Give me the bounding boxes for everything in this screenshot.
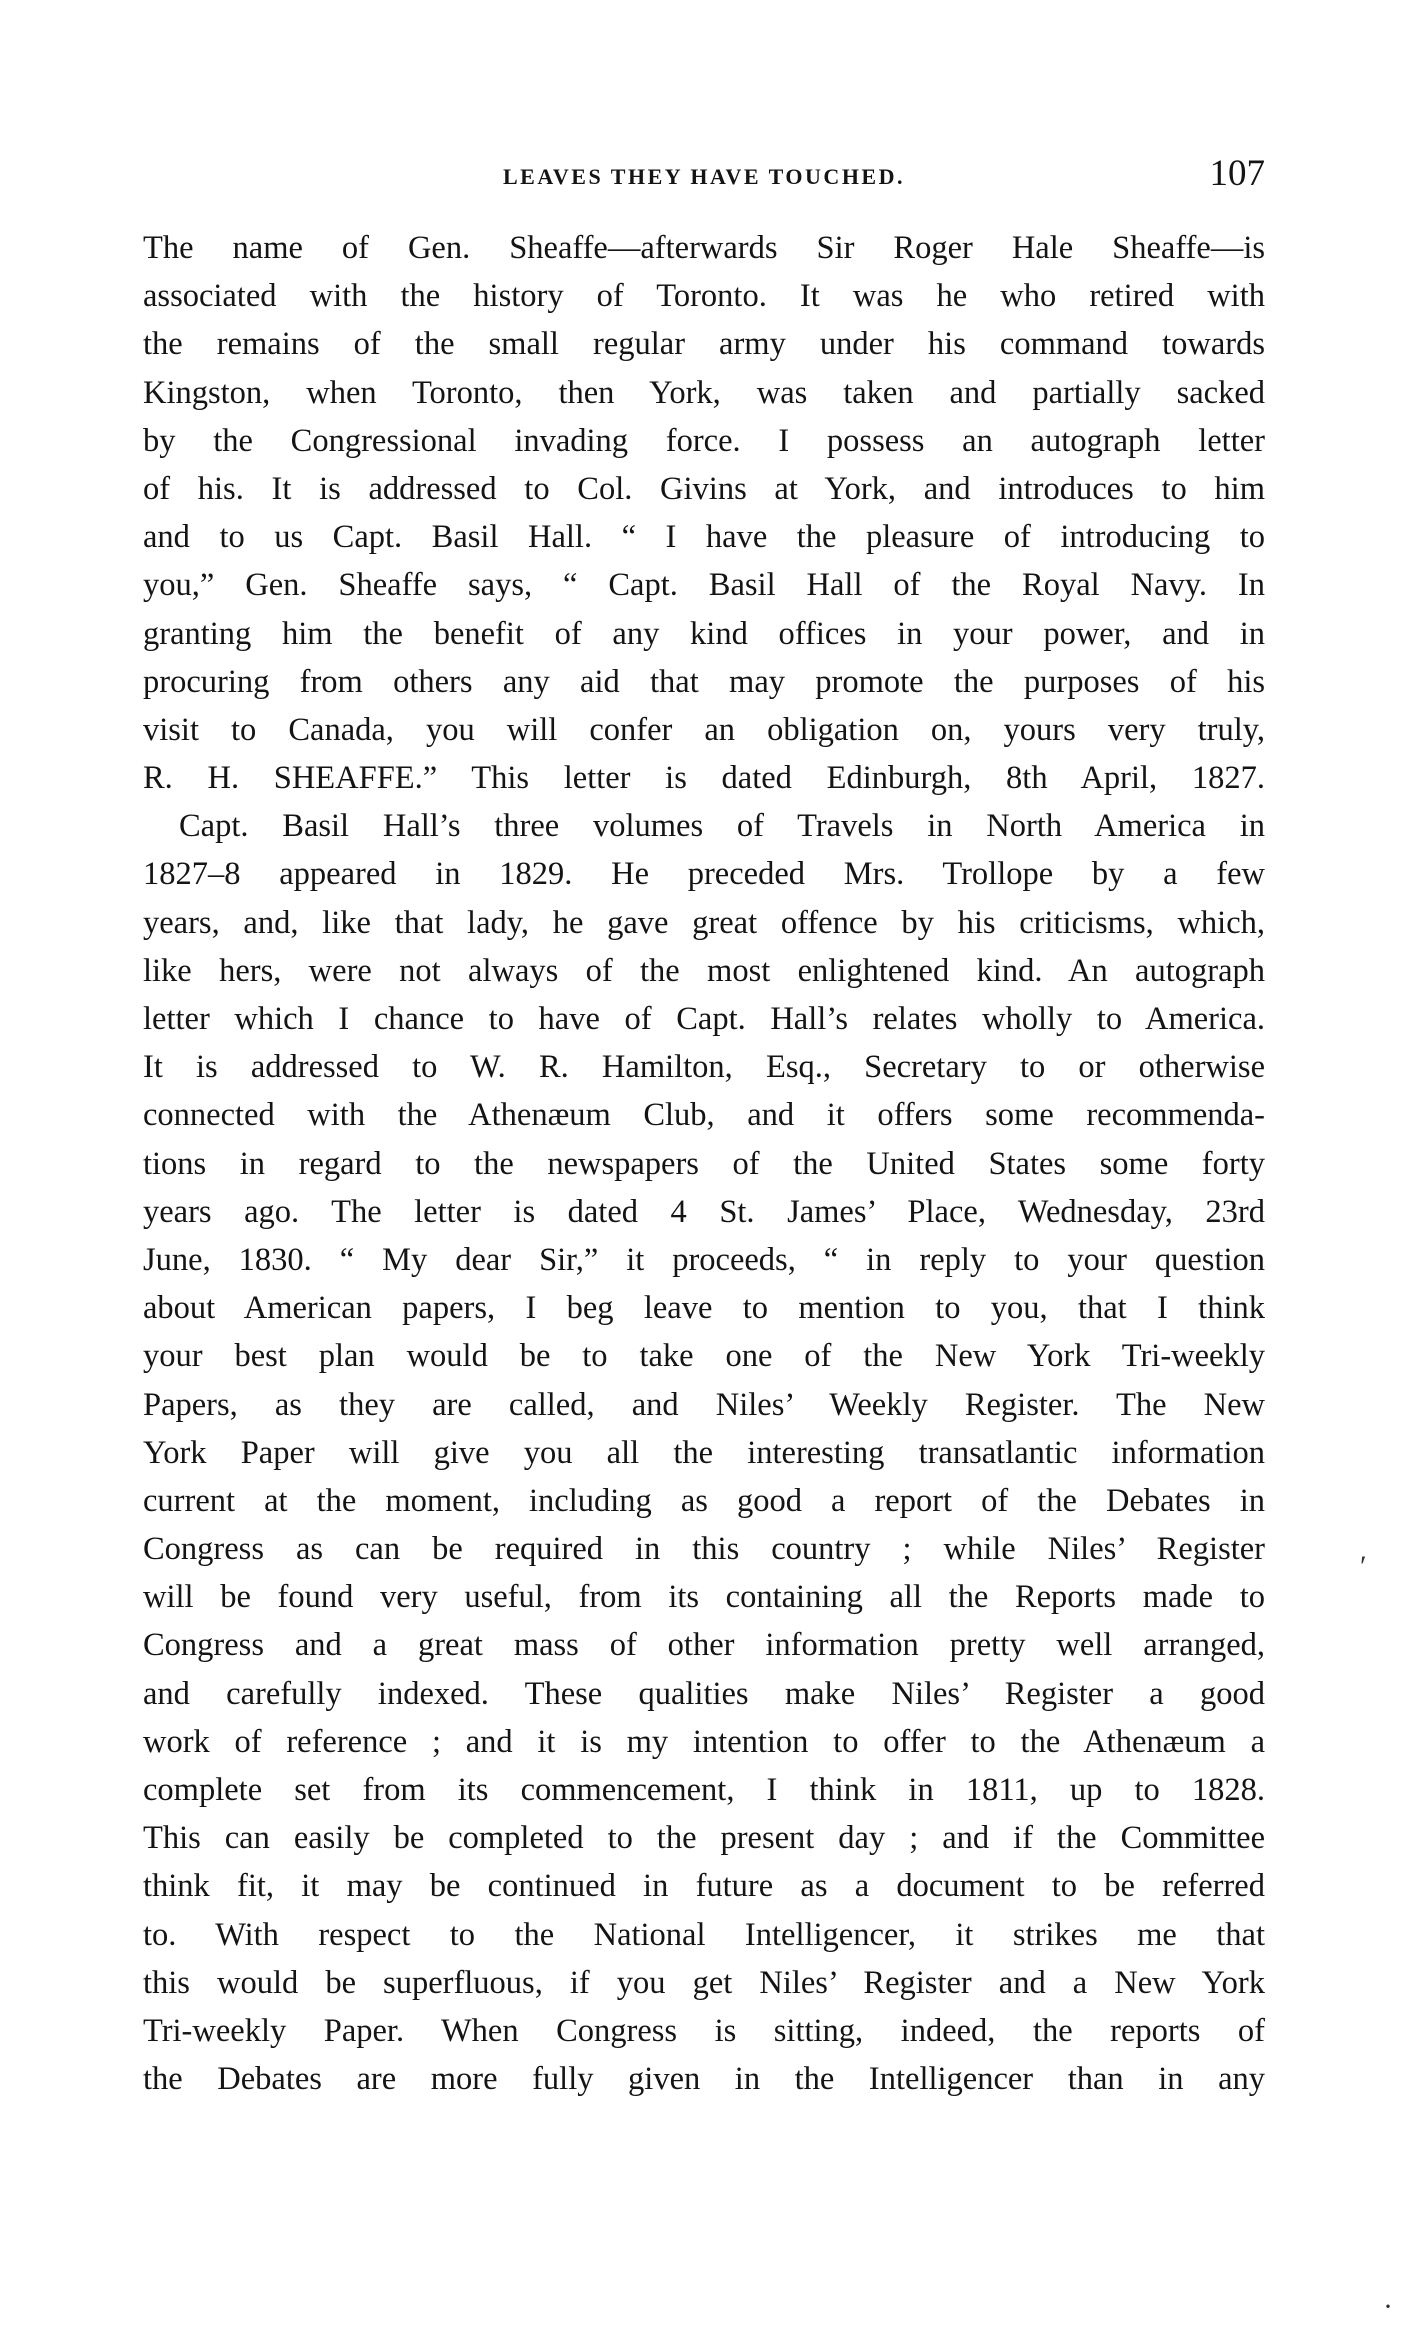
text-line: 1827–8 appeared in 1829. He preceded Mrs. Trollope by a few [143, 856, 1265, 893]
text-line: years ago. The letter is dated 4 St. James’ Place, Wednesday, 23rd [143, 1193, 1265, 1230]
text-line: This can easily be completed to the present day ; and if the Committee [143, 1820, 1265, 1857]
running-title: LEAVES THEY HAVE TOUCHED. [503, 164, 905, 189]
text-line: and to us Capt. Basil Hall. “ I have the pleasure of introducing to [143, 519, 1265, 556]
text-line: York Paper will give you all the interesting transatlantic information [143, 1434, 1265, 1471]
text-line: the remains of the small regular army under his command towards [143, 326, 1265, 363]
text-line: associated with the history of Toronto. It was he who retired with [143, 278, 1265, 315]
running-head [143, 152, 1265, 200]
text-line: The name of Gen. Sheaffe—afterwards Sir Roger Hale Sheaffe—is [143, 230, 1265, 266]
text-line: Tri-weekly Paper. When Congress is sitting, indeed, the reports of [143, 2012, 1265, 2049]
text-line: the Debates are more fully given in the Intelligencer than in any [143, 2061, 1265, 2098]
text-line: will be found very useful, from its containing all the Reports made to [143, 1579, 1265, 1616]
text-line: connected with the Athenæum Club, and it offers some recommenda- [143, 1097, 1265, 1134]
text-line: R. H. SHEAFFE.” This letter is dated Edinburgh, 8th April, 1827. [143, 760, 1265, 797]
text-line: to. With respect to the National Intelligencer, it strikes me that [143, 1916, 1265, 1953]
margin-mark: · [1383, 2290, 1393, 2323]
text-line: Capt. Basil Hall’s three volumes of Travels in North America in [179, 808, 1265, 845]
text-line: tions in regard to the newspapers of the United States some forty [143, 1145, 1265, 1182]
text-line: and carefully indexed. These qualities make Niles’ Register a good [143, 1675, 1265, 1712]
text-line: this would be superfluous, if you get Niles’ Register and a New York [143, 1964, 1265, 2001]
text-line: Congress as can be required in this country ; while Niles’ Register [143, 1531, 1265, 1568]
text-line: work of reference ; and it is my intention to offer to the Athenæum a [143, 1723, 1265, 1760]
text-line: think fit, it may be continued in future as a document to be referred [143, 1868, 1265, 1905]
text-line: granting him the benefit of any kind offices in your power, and in [143, 615, 1265, 652]
text-line: procuring from others any aid that may promote the purposes of his [143, 663, 1265, 700]
text-line: Congress and a great mass of other information pretty well arranged, [143, 1627, 1265, 1664]
text-line: Papers, as they are called, and Niles’ Weekly Register. The New [143, 1386, 1265, 1423]
text-line: of his. It is addressed to Col. Givins at York, and introduces to him [143, 470, 1265, 507]
text-line: complete set from its commencement, I think in 1811, up to 1828. [143, 1772, 1265, 1808]
text-line: like hers, were not always of the most enlightened kind. An autograph [143, 952, 1265, 989]
text-line: It is addressed to W. R. Hamilton, Esq., Secretary to or otherwise [143, 1049, 1265, 1086]
page-number: 107 [1209, 153, 1265, 194]
text-line: about American papers, I beg leave to mention to you, that I think [143, 1290, 1265, 1327]
body-text [143, 224, 1265, 2103]
text-line: Kingston, when Toronto, then York, was taken and partially sacked [143, 374, 1265, 411]
text-line: current at the moment, including as good a report of the Debates in [143, 1482, 1265, 1519]
text-line: you,” Gen. Sheaffe says, “ Capt. Basil Hall of the Royal Navy. In [143, 567, 1265, 604]
margin-mark: ʹ [1360, 1550, 1367, 1583]
text-line: letter which I chance to have of Capt. Hall’s relates wholly to America. [143, 1001, 1265, 1037]
text-line: your best plan would be to take one of the New York Tri-weekly [143, 1338, 1265, 1375]
text-line: by the Congressional invading force. I possess an autograph letter [143, 422, 1265, 459]
text-line: years, and, like that lady, he gave great offence by his criticisms, which, [143, 904, 1265, 941]
text-line: visit to Canada, you will confer an obligation on, yours very truly, [143, 711, 1265, 748]
text-line: June, 1830. “ My dear Sir,” it proceeds, “ in reply to your question [143, 1241, 1265, 1278]
